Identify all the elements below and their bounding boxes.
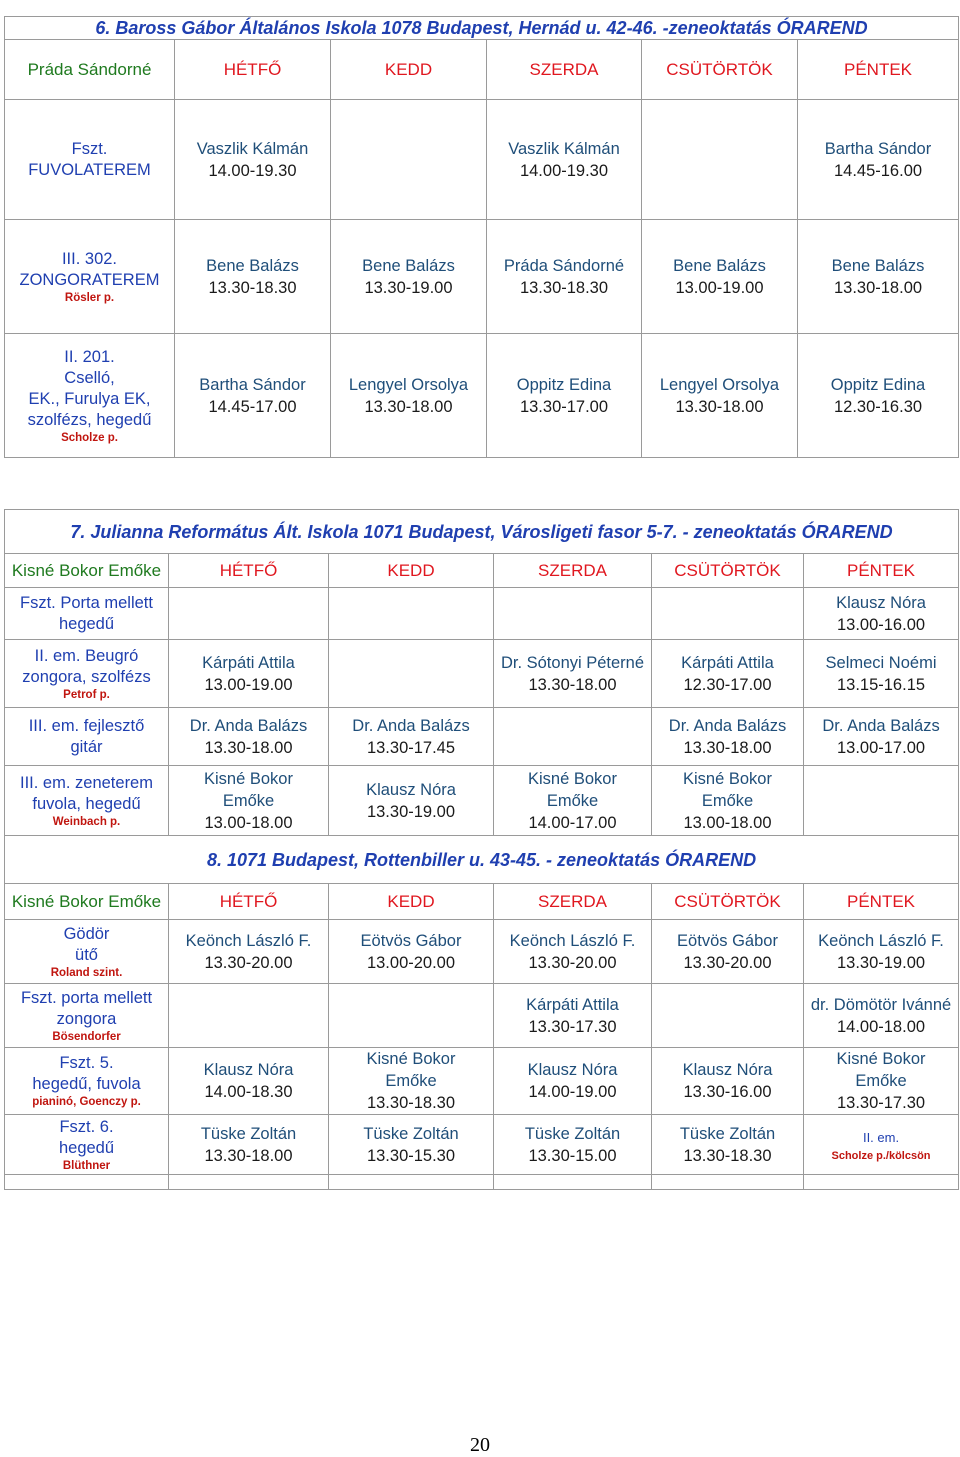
- section6-title: 6. Baross Gábor Általános Iskola 1078 Budapest, Hernád u. 42-46. -zeneoktatás ÓRAREND: [5, 17, 959, 40]
- schedule-row: [5, 640, 959, 708]
- room-label: III. em. zeneterem: [20, 773, 153, 792]
- room-label: hegedű, fuvola: [32, 1075, 141, 1093]
- room-label: III. em. fejlesztő: [28, 716, 145, 735]
- room-cell: [5, 334, 175, 458]
- schedule-cell: [329, 1115, 494, 1175]
- teacher-name: Bartha Sándor: [199, 375, 306, 394]
- instrument-note: Rösler p.: [64, 291, 115, 304]
- schedule-cell: [329, 920, 494, 984]
- schedule-cell: [652, 708, 804, 766]
- day-header: KEDD: [329, 884, 494, 920]
- time-range: 13.30-18.30: [683, 1146, 772, 1165]
- schedule-cell: [494, 640, 652, 708]
- time-range: 13.30-20.00: [528, 953, 617, 972]
- schedule-cell: [175, 100, 331, 220]
- teacher-name: Kisné Bokor: [836, 1050, 926, 1068]
- teacher-name: Klausz Nóra: [682, 1061, 773, 1079]
- room-label: zongora: [56, 1009, 117, 1028]
- teacher-name: Dr. Sótonyi Péterné: [500, 653, 645, 672]
- time-range: 13.30-18.00: [675, 397, 764, 416]
- schedule-cell: [494, 1115, 652, 1175]
- schedule-cell: [329, 640, 494, 708]
- teacher-name: Klausz Nóra: [836, 593, 926, 612]
- section8-title: 8. 1071 Budapest, Rottenbiller u. 43-45. - zeneoktatás ÓRAREND: [5, 836, 959, 884]
- teacher-name: Tüske Zoltán: [679, 1124, 776, 1143]
- schedule-cell: [169, 640, 329, 708]
- day-header: PÉNTEK: [804, 884, 959, 920]
- schedule-row: [5, 766, 959, 836]
- schedule-row: [5, 708, 959, 766]
- room-label: ZONGORATEREM: [19, 270, 160, 289]
- schedule-row: [5, 334, 959, 458]
- room-label: Cselló,: [64, 368, 115, 387]
- schedule-cell: [494, 1048, 652, 1115]
- teacher-name: Vaszlik Kálmán: [508, 139, 620, 158]
- teacher-name: Emőke: [855, 1072, 907, 1090]
- teacher-name: Lengyel Orsolya: [659, 375, 780, 394]
- schedule-table-section7-8: [4, 509, 959, 1190]
- time-range: 13.30-18.30: [366, 1094, 456, 1112]
- time-range: 13.30-17.45: [366, 738, 456, 757]
- time-range: 14.00-19.30: [519, 161, 609, 180]
- instrument-note: Scholze p./kölcsön: [831, 1149, 931, 1162]
- teacher-name: Dr. Anda Balázs: [822, 716, 940, 735]
- page-number: 20: [470, 1434, 490, 1456]
- instrument-note: Bösendorfer: [52, 1030, 121, 1043]
- schedule-cell: [331, 220, 487, 334]
- room-label: Fszt. Porta mellett: [20, 593, 153, 612]
- schedule-cell: [329, 1048, 494, 1115]
- day-header: CSÜTÖRTÖK: [642, 40, 798, 100]
- corner-label: Kisné Bokor Emőke: [5, 884, 169, 920]
- schedule-cell: [169, 1048, 329, 1115]
- teacher-name: Dr. Anda Balázs: [352, 716, 470, 735]
- schedule-row: [5, 588, 959, 640]
- time-range: 13.00-18.00: [204, 813, 293, 832]
- teacher-name: Kisné Bokor: [366, 1050, 456, 1068]
- room-label: Fszt. 5.: [59, 1054, 114, 1072]
- time-range: 13.00-17.00: [836, 738, 926, 757]
- room-label: EK., Furulya EK,: [28, 389, 151, 408]
- schedule-cell: [804, 766, 959, 836]
- teacher-name: Keönch László F.: [509, 931, 636, 950]
- section6-header-row: [5, 40, 959, 100]
- schedule-cell: [169, 1115, 329, 1175]
- schedule-cell: [169, 766, 329, 836]
- schedule-cell: [804, 920, 959, 984]
- time-range: 14.00-18.00: [836, 1017, 926, 1036]
- schedule-cell: [169, 920, 329, 984]
- time-range: 13.30-17.30: [836, 1094, 926, 1112]
- teacher-name: Eötvös Gábor: [677, 931, 778, 950]
- teacher-name: Keönch László F.: [818, 931, 944, 950]
- time-range: 13.30-16.00: [683, 1083, 772, 1101]
- schedule-row: [5, 984, 959, 1048]
- time-range: 13.30-19.00: [364, 278, 453, 297]
- schedule-cell: [798, 100, 959, 220]
- teacher-name: dr. Dömötör Ivánné: [810, 995, 952, 1014]
- schedule-cell: [329, 984, 494, 1048]
- time-range: 13.30-20.00: [204, 953, 293, 972]
- time-range: 14.00-19.30: [208, 161, 297, 180]
- schedule-cell: [169, 708, 329, 766]
- schedule-cell: [494, 708, 652, 766]
- day-header: KEDD: [331, 40, 487, 100]
- day-header: HÉTFŐ: [169, 884, 329, 920]
- time-range: 13.30-18.00: [204, 1146, 293, 1165]
- teacher-name: Bartha Sándor: [824, 139, 932, 158]
- time-range: 14.00-17.00: [528, 813, 617, 832]
- room-label: Gödör: [63, 924, 110, 943]
- corner-label: Kisné Bokor Emőke: [5, 554, 169, 588]
- instrument-note: pianinó, Goenczy p.: [32, 1096, 141, 1108]
- teacher-name: Klausz Nóra: [527, 1061, 618, 1079]
- room-cell: [5, 920, 169, 984]
- room-cell: [5, 588, 169, 640]
- time-range: 13.30-17.30: [528, 1017, 617, 1036]
- schedule-cell: [652, 920, 804, 984]
- schedule-row: [5, 100, 959, 220]
- schedule-cell: [175, 220, 331, 334]
- schedule-cell: [652, 766, 804, 836]
- schedule-cell: [804, 1048, 959, 1115]
- time-range: 13.30-19.00: [836, 953, 926, 972]
- room-label: gitár: [70, 737, 103, 756]
- schedule-cell: [642, 334, 798, 458]
- room-label: ütő: [75, 945, 98, 964]
- time-range: 13.30-15.00: [528, 1146, 617, 1165]
- room-cell: [5, 1048, 169, 1115]
- teacher-name: Bene Balázs: [673, 256, 766, 275]
- teacher-name: Emőke: [222, 791, 275, 810]
- time-range: 13.00-18.00: [683, 813, 772, 832]
- schedule-cell: [652, 984, 804, 1048]
- time-range: 13.30-18.00: [204, 738, 293, 757]
- teacher-name: Tüske Zoltán: [363, 1124, 459, 1143]
- room-label: II. 201.: [64, 347, 115, 366]
- time-range: 13.00-20.00: [366, 953, 456, 972]
- room-label: Fszt. 6.: [59, 1117, 114, 1136]
- schedule-cell: [494, 984, 652, 1048]
- section7-header-row: [5, 554, 959, 588]
- day-header: PÉNTEK: [804, 554, 959, 588]
- teacher-name: Práda Sándorné: [503, 256, 625, 275]
- time-range: 13.30-18.00: [364, 397, 453, 416]
- day-header: CSÜTÖRTÖK: [652, 554, 804, 588]
- schedule-cell: [642, 220, 798, 334]
- time-range: 13.00-19.00: [675, 278, 764, 297]
- time-range: 14.00-19.00: [528, 1083, 617, 1101]
- schedule-cell: [169, 588, 329, 640]
- teacher-name: Vaszlik Kálmán: [196, 139, 309, 158]
- room-cell: [5, 984, 169, 1048]
- schedule-cell: [652, 1115, 804, 1175]
- schedule-row: [5, 920, 959, 984]
- room-cell: [5, 708, 169, 766]
- schedule-cell: [642, 100, 798, 220]
- schedule-cell: [652, 588, 804, 640]
- teacher-name: Kisné Bokor: [683, 769, 772, 788]
- schedule-cell: [329, 588, 494, 640]
- instrument-note: Blüthner: [62, 1159, 111, 1172]
- time-range: 13.30-20.00: [683, 953, 772, 972]
- section7-title: 7. Julianna Református Ált. Iskola 1071 Budapest, Városligeti fasor 5-7. - zeneoktatás ÓRAREND: [5, 510, 959, 554]
- time-range: 13.30-18.00: [683, 738, 772, 757]
- time-range: 13.30-17.00: [519, 397, 609, 416]
- teacher-name: Dr. Anda Balázs: [668, 716, 787, 735]
- schedule-cell: [487, 334, 642, 458]
- room-label: fuvola, hegedű: [32, 794, 141, 813]
- instrument-note: Weinbach p.: [52, 815, 121, 828]
- room-label: Fszt. porta mellett: [20, 988, 153, 1007]
- time-range: 12.30-16.30: [833, 397, 923, 416]
- time-range: 13.15-16.15: [836, 675, 926, 694]
- time-range: 13.30-19.00: [366, 802, 456, 821]
- room-label: FUVOLATEREM: [28, 160, 151, 179]
- teacher-name: Bene Balázs: [362, 256, 455, 275]
- time-range: 13.00-16.00: [836, 615, 926, 634]
- day-header: KEDD: [329, 554, 494, 588]
- schedule-row: [5, 220, 959, 334]
- teacher-name: Eötvös Gábor: [360, 931, 462, 950]
- room-cell: [5, 1115, 169, 1175]
- schedule-cell: [652, 640, 804, 708]
- teacher-name: Emőke: [701, 791, 754, 810]
- day-header: PÉNTEK: [798, 40, 959, 100]
- teacher-name: Oppitz Edina: [516, 375, 612, 394]
- schedule-cell: [804, 984, 959, 1048]
- teacher-name: Tüske Zoltán: [524, 1124, 621, 1143]
- room-label: zongora, szolfézs: [22, 667, 151, 686]
- schedule-cell: [494, 766, 652, 836]
- teacher-name: Klausz Nóra: [366, 780, 456, 799]
- schedule-cell: [494, 588, 652, 640]
- room-label: Fszt.: [71, 139, 108, 158]
- teacher-name: Emőke: [385, 1072, 437, 1090]
- room-label: hegedű: [58, 1138, 115, 1157]
- teacher-name: Oppitz Edina: [830, 375, 926, 394]
- schedule-cell: [652, 1048, 804, 1115]
- schedule-cell: [798, 220, 959, 334]
- time-range: 13.30-18.30: [519, 278, 609, 297]
- empty-row: [5, 1175, 959, 1190]
- teacher-name: Keönch László F.: [185, 931, 312, 950]
- room-cell: [5, 100, 175, 220]
- schedule-cell: [487, 100, 642, 220]
- day-header: SZERDA: [494, 554, 652, 588]
- room-label: hegedű: [58, 614, 115, 633]
- teacher-name: Bene Balázs: [831, 256, 925, 275]
- teacher-name: Tüske Zoltán: [200, 1124, 297, 1143]
- schedule-cell: [804, 640, 959, 708]
- room-label: II. em. Beugró: [34, 646, 139, 665]
- corner-label: Práda Sándorné: [5, 40, 175, 100]
- teacher-name: Kárpáti Attila: [202, 653, 295, 672]
- schedule-row: [5, 1115, 959, 1175]
- day-header: CSÜTÖRTÖK: [652, 884, 804, 920]
- schedule-cell: [804, 708, 959, 766]
- teacher-name: Dr. Anda Balázs: [189, 716, 308, 735]
- schedule-cell: [331, 100, 487, 220]
- time-range: 12.30-17.00: [683, 675, 772, 694]
- schedule-cell: [804, 588, 959, 640]
- time-range: 13.30-18.00: [528, 675, 617, 694]
- teacher-name: Selmeci Noémi: [825, 653, 937, 672]
- teacher-name: Kárpáti Attila: [526, 995, 619, 1014]
- time-range: 13.30-18.00: [833, 278, 923, 297]
- schedule-cell: [494, 920, 652, 984]
- schedule-cell: [169, 984, 329, 1048]
- day-header: SZERDA: [487, 40, 642, 100]
- time-range: 14.00-18.30: [204, 1083, 293, 1101]
- room-label: III. 302.: [61, 249, 118, 268]
- section8-header-row: [5, 884, 959, 920]
- day-header: HÉTFŐ: [169, 554, 329, 588]
- time-range: 13.00-19.00: [204, 675, 293, 694]
- schedule-table-section6: [4, 16, 959, 458]
- time-range: 14.45-16.00: [833, 161, 923, 180]
- teacher-name: Lengyel Orsolya: [348, 375, 469, 394]
- teacher-name: Kisné Bokor: [204, 769, 293, 788]
- teacher-name: Emőke: [546, 791, 599, 810]
- schedule-cell: [329, 766, 494, 836]
- room-label: szolfézs, hegedű: [27, 410, 152, 429]
- instrument-note: Roland szint.: [50, 966, 123, 979]
- time-range: 13.30-15.30: [366, 1146, 456, 1165]
- schedule-cell: [487, 220, 642, 334]
- schedule-cell: [175, 334, 331, 458]
- room-note: II. em.: [862, 1129, 900, 1145]
- teacher-name: Bene Balázs: [206, 256, 299, 275]
- schedule-cell: [329, 708, 494, 766]
- room-cell: [5, 640, 169, 708]
- schedule-cell: [798, 334, 959, 458]
- room-cell: [5, 220, 175, 334]
- teacher-name: Kárpáti Attila: [681, 653, 774, 672]
- instrument-note: Scholze p.: [61, 431, 118, 444]
- teacher-name: Klausz Nóra: [203, 1061, 294, 1079]
- room-cell: [5, 766, 169, 836]
- time-range: 13.30-18.30: [208, 278, 297, 297]
- schedule-cell: [804, 1115, 959, 1175]
- schedule-cell: [331, 334, 487, 458]
- day-header: HÉTFŐ: [175, 40, 331, 100]
- day-header: SZERDA: [494, 884, 652, 920]
- schedule-row: [5, 1048, 959, 1115]
- teacher-name: Kisné Bokor: [528, 769, 617, 788]
- instrument-note: Petrof p.: [63, 688, 110, 701]
- time-range: 14.45-17.00: [208, 397, 297, 416]
